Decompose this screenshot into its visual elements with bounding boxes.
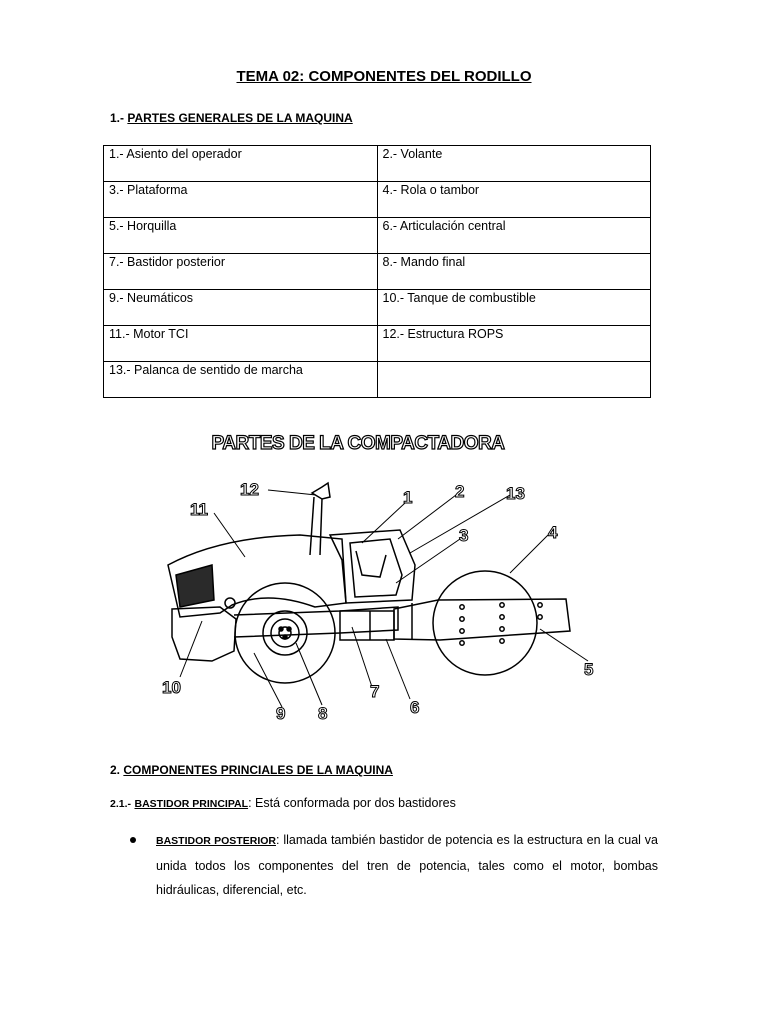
section-2-title: COMPONENTES PRINCIALES DE LA MAQUINA (123, 763, 393, 777)
leader-lines (180, 490, 588, 707)
table-cell: 2.- Volante (377, 146, 651, 182)
section-2-1-title: BASTIDOR PRINCIPAL (134, 798, 249, 810)
table-row (104, 254, 651, 290)
bullet-heading: BASTIDOR POSTERIOR (156, 835, 276, 847)
callout-12: 12 (240, 480, 259, 499)
table-cell: 10.- Tanque de combustible (377, 290, 651, 326)
page-title: TEMA 02: COMPONENTES DEL RODILLO (236, 68, 532, 85)
table-cell: 13.- Palanca de sentido de marcha (104, 362, 378, 398)
compactor-diagram (150, 425, 610, 725)
callout-11: 11 (190, 500, 208, 519)
table-cell (377, 362, 651, 398)
bullet-icon (130, 837, 136, 843)
callout-4: 4 (548, 523, 558, 542)
section-2-1 (110, 796, 456, 810)
table-cell: 6.- Articulación central (377, 218, 651, 254)
compactor-drawing (168, 483, 570, 683)
table-cell: 3.- Plataforma (104, 182, 378, 218)
diagram-title: PARTES DE LA COMPACTADORA (211, 433, 505, 454)
section-2-1-number: 2.1.- (110, 798, 132, 810)
section-1-number: 1.- (110, 111, 125, 125)
section-2-number: 2. (110, 763, 121, 777)
callout-1: 1 (403, 488, 413, 507)
table-cell: 5.- Horquilla (104, 218, 378, 254)
section-2-1-text: : Está conformada por dos bastidores (248, 796, 456, 810)
table-cell: 1.- Asiento del operador (104, 146, 378, 182)
parts-table (103, 145, 651, 398)
table-row (104, 362, 651, 398)
table-cell: 7.- Bastidor posterior (104, 254, 378, 290)
callout-3: 3 (459, 526, 469, 545)
callout-6: 6 (410, 698, 420, 717)
callout-10: 10 (162, 678, 181, 697)
table-row (104, 218, 651, 254)
table-cell: 8.- Mando final (377, 254, 651, 290)
section-1-heading (110, 111, 353, 125)
callout-13: 13 (506, 484, 525, 503)
table-cell: 4.- Rola o tambor (377, 182, 651, 218)
callout-5: 5 (584, 660, 594, 679)
section-2-heading (110, 763, 393, 777)
bullet-text: : llamada también bastidor de potencia es la estructura en la cual va unida todos los componentes del tren de potencia, tales como el motor, bombas hidráulicas, diferencial, etc. (156, 833, 658, 897)
bullet-bastidor-posterior (130, 828, 658, 903)
callout-8: 8 (318, 704, 328, 723)
callout-9: 9 (276, 704, 286, 723)
table-row (104, 146, 651, 182)
table-cell: 9.- Neumáticos (104, 290, 378, 326)
table-cell: 11.- Motor TCI (104, 326, 378, 362)
table-row (104, 326, 651, 362)
table-row (104, 182, 651, 218)
callout-7: 7 (370, 682, 380, 701)
callout-2: 2 (455, 482, 465, 501)
table-cell: 12.- Estructura ROPS (377, 326, 651, 362)
section-1-title: PARTES GENERALES DE LA MAQUINA (127, 111, 353, 125)
table-row (104, 290, 651, 326)
